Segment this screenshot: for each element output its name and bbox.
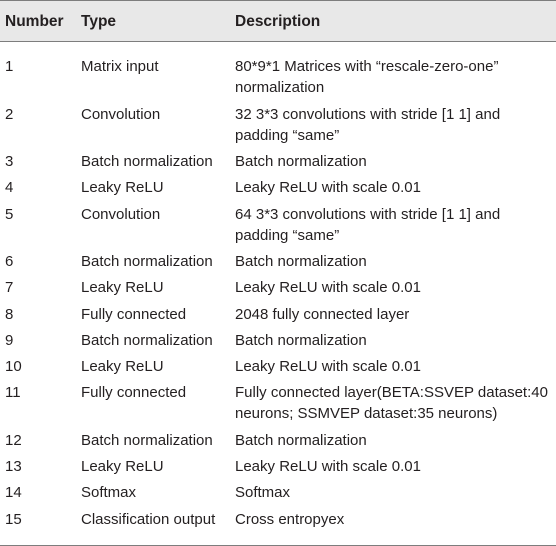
table-row: [0, 56, 556, 104]
cell-description: Batch normalization: [235, 331, 367, 349]
cell-description: Leaky ReLU with scale 0.01: [235, 179, 421, 197]
cell-number: 10: [5, 358, 22, 375]
table-header: [0, 0, 556, 42]
table-row: [0, 204, 556, 252]
table-row: [0, 330, 556, 356]
cell-number: 1: [5, 58, 14, 75]
table-row: [0, 277, 556, 303]
table-row: [0, 482, 556, 508]
cell-description: Leaky ReLU with scale 0.01: [235, 279, 421, 297]
cell-number: 11: [5, 384, 21, 402]
table-row: [0, 356, 556, 382]
header-number: Number: [5, 13, 64, 30]
cell-number: 4: [5, 179, 14, 197]
cell-number: 9: [5, 331, 14, 349]
cell-description: Batch normalization: [235, 153, 367, 170]
cell-number: 3: [5, 153, 14, 170]
cell-type: Fully connected: [81, 305, 187, 323]
cell-description: Cross entropyex: [235, 510, 345, 528]
table-row: [0, 151, 556, 177]
cell-type: Leaky ReLU: [81, 458, 164, 475]
cell-description: Batch normalization: [235, 431, 367, 449]
cell-type: Softmax: [81, 484, 137, 502]
cell-description: 64 3*3 convolutions with stride [1 1] and padding “same”: [235, 205, 501, 244]
cell-type: Batch normalization: [81, 331, 213, 349]
cell-description: 2048 fully connected layer: [235, 305, 410, 323]
table-row: [0, 251, 556, 277]
cell-number: 12: [5, 431, 22, 449]
cell-number: 13: [5, 458, 22, 475]
cell-description: Batch normalization: [235, 253, 367, 270]
cell-description: 32 3*3 convolutions with stride [1 1] and padding “same”: [235, 105, 501, 144]
table-row: [0, 456, 556, 482]
cell-type: Classification output: [81, 510, 216, 528]
cell-type: Batch normalization: [81, 153, 213, 170]
cell-number: 8: [5, 305, 14, 323]
cell-description: Softmax: [235, 484, 291, 502]
cell-description: 80*9*1 Matrices with “rescale-zero-one” normalization: [235, 58, 499, 96]
table-row: [0, 509, 556, 535]
cell-type: Leaky ReLU: [81, 279, 164, 297]
cell-description: Leaky ReLU with scale 0.01: [235, 458, 421, 475]
cell-type: Fully connected: [81, 384, 187, 402]
table-row: [0, 430, 556, 456]
cell-type: Convolution: [81, 105, 161, 123]
header-type: Type: [81, 13, 117, 30]
cell-number: 14: [5, 484, 22, 502]
cell-type: Convolution: [81, 205, 161, 223]
table-body: [0, 56, 556, 535]
cell-type: Leaky ReLU: [81, 179, 164, 197]
cell-number: 5: [5, 205, 14, 223]
table-row: [0, 304, 556, 330]
cell-number: 2: [5, 105, 14, 123]
header-description: Description: [235, 13, 321, 30]
table-row: [0, 104, 556, 152]
cell-number: 7: [5, 279, 14, 297]
cell-description: Fully connected layer(BETA:SSVEP dataset:40 neurons; SSMVEP dataset:35 neurons): [235, 384, 548, 423]
cell-type: Batch normalization: [81, 253, 213, 270]
table-row: [0, 177, 556, 203]
cell-type: Leaky ReLU: [81, 358, 164, 375]
cell-description: Leaky ReLU with scale 0.01: [235, 358, 421, 375]
cell-type: Batch normalization: [81, 431, 213, 449]
cell-type: Matrix input: [81, 58, 159, 75]
cell-number: 6: [5, 253, 14, 270]
table-row: [0, 382, 556, 430]
cell-number: 15: [5, 510, 22, 528]
